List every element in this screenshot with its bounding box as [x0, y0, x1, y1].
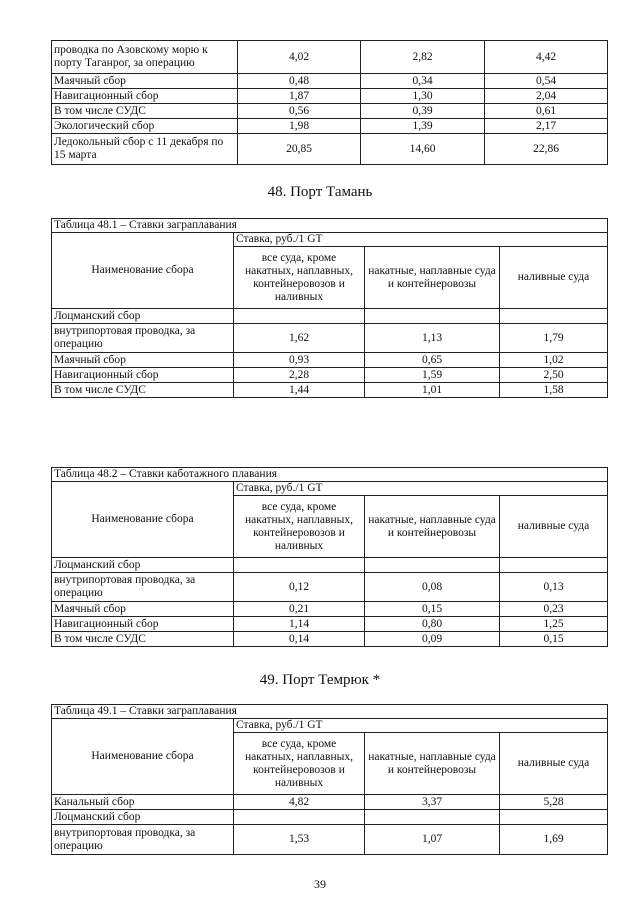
rate-tankers: 0,54	[485, 74, 608, 89]
fee-name: Маячный сбор	[52, 74, 238, 89]
rate-all-vessels: 4,02	[238, 41, 361, 74]
table-row	[52, 41, 608, 74]
rate-header: Ставка, руб./1 GT	[234, 719, 608, 733]
column-header-tankers: наливные суда	[500, 247, 608, 309]
rate-tankers: 2,50	[500, 368, 608, 383]
rate-all-vessels: 1,87	[238, 89, 361, 104]
rate-roro: 3,37	[365, 795, 500, 810]
rate-roro: 0,08	[365, 573, 500, 602]
table-row	[52, 383, 608, 398]
rate-tankers: 22,86	[485, 134, 608, 165]
table-row	[52, 573, 608, 602]
column-header-fee-name: Наименование сбора	[52, 233, 234, 309]
table-row	[52, 368, 608, 383]
table-49-1	[51, 704, 608, 855]
column-header-all-vessels: все суда, кроме накатных, наплавных, контейнеровозов и наливных	[234, 733, 365, 795]
section-row-pilotage: Лоцманский сбор	[52, 558, 234, 573]
rate-all-vessels: 20,85	[238, 134, 361, 165]
rate-all-vessels: 0,14	[234, 632, 365, 647]
fee-name: Экологический сбор	[52, 119, 238, 134]
rate-roro: 14,60	[361, 134, 485, 165]
section-heading-48: 48. Порт Тамань	[267, 184, 373, 200]
rate-all-vessels: 0,21	[234, 602, 365, 617]
column-header-tankers: наливные суда	[500, 733, 608, 795]
section-row-pilotage: Лоцманский сбор	[52, 810, 234, 825]
table-caption: Таблица 49.1 – Ставки заграплавания	[52, 705, 608, 719]
rate-all-vessels: 0,93	[234, 353, 365, 368]
table-row	[52, 324, 608, 353]
rate-roro: 1,39	[361, 119, 485, 134]
rate-roro: 1,13	[365, 324, 500, 353]
fee-name: внутрипортовая проводка, за операцию	[52, 825, 234, 855]
table-row	[52, 74, 608, 89]
rate-tankers: 4,42	[485, 41, 608, 74]
fee-name: Маячный сбор	[52, 353, 234, 368]
column-header-roro: накатные, наплавные суда и контейнеровозы	[365, 496, 500, 558]
rate-tankers: 2,17	[485, 119, 608, 134]
rate-all-vessels: 0,12	[234, 573, 365, 602]
column-header-fee-name: Наименование сбора	[52, 719, 234, 795]
rate-tankers: 1,25	[500, 617, 608, 632]
table-caption: Таблица 48.2 – Ставки каботажного плавания	[52, 468, 608, 482]
table-row	[52, 89, 608, 104]
fee-name: внутрипортовая проводка, за операцию	[52, 573, 234, 602]
column-header-roro: накатные, наплавные суда и контейнеровозы	[365, 733, 500, 795]
rate-roro: 1,59	[365, 368, 500, 383]
table-row	[52, 617, 608, 632]
rate-roro: 0,80	[365, 617, 500, 632]
rate-roro: 1,30	[361, 89, 485, 104]
rate-all-vessels: 1,44	[234, 383, 365, 398]
table-row	[52, 104, 608, 119]
table-row	[52, 825, 608, 855]
rate-header: Ставка, руб./1 GT	[234, 482, 608, 496]
page-number: 39	[314, 877, 326, 891]
table-row	[52, 632, 608, 647]
fee-name: Маячный сбор	[52, 602, 234, 617]
rate-header: Ставка, руб./1 GT	[234, 233, 608, 247]
rate-tankers: 1,58	[500, 383, 608, 398]
rate-roro: 2,82	[361, 41, 485, 74]
fee-name: В том числе СУДС	[52, 383, 234, 398]
table-48-1	[51, 218, 608, 398]
rate-roro: 0,39	[361, 104, 485, 119]
rate-all-vessels: 1,14	[234, 617, 365, 632]
rate-roro: 1,01	[365, 383, 500, 398]
table-caption: Таблица 48.1 – Ставки заграплавания	[52, 219, 608, 233]
column-header-all-vessels: все суда, кроме накатных, наплавных, контейнеровозов и наливных	[234, 247, 365, 309]
column-header-fee-name: Наименование сбора	[52, 482, 234, 558]
rate-tankers: 1,79	[500, 324, 608, 353]
fee-name: Ледокольный сбор с 11 декабря по 15 марта	[52, 134, 238, 165]
column-header-roro: накатные, наплавные суда и контейнеровозы	[365, 247, 500, 309]
rate-roro: 0,34	[361, 74, 485, 89]
rate-tankers: 0,15	[500, 632, 608, 647]
table-row	[52, 353, 608, 368]
rate-tankers: 1,02	[500, 353, 608, 368]
rate-all-vessels: 1,53	[234, 825, 365, 855]
rate-all-vessels: 2,28	[234, 368, 365, 383]
column-header-tankers: наливные суда	[500, 496, 608, 558]
section-heading-49: 49. Порт Темрюк *	[259, 672, 381, 688]
rate-roro: 0,15	[365, 602, 500, 617]
rate-tankers: 5,28	[500, 795, 608, 810]
table-row	[52, 119, 608, 134]
rate-all-vessels: 1,98	[238, 119, 361, 134]
rate-all-vessels: 0,56	[238, 104, 361, 119]
top-fees-table	[51, 40, 608, 165]
rate-roro: 1,07	[365, 825, 500, 855]
rate-roro: 0,09	[365, 632, 500, 647]
rate-tankers: 0,23	[500, 602, 608, 617]
rate-tankers: 0,13	[500, 573, 608, 602]
rate-all-vessels: 0,48	[238, 74, 361, 89]
rate-tankers: 0,61	[485, 104, 608, 119]
table-row	[52, 602, 608, 617]
rate-all-vessels: 4,82	[234, 795, 365, 810]
fee-name: Навигационный сбор	[52, 617, 234, 632]
column-header-all-vessels: все суда, кроме накатных, наплавных, контейнеровозов и наливных	[234, 496, 365, 558]
fee-name: В том числе СУДС	[52, 632, 234, 647]
rate-all-vessels: 1,62	[234, 324, 365, 353]
section-row-pilotage: Лоцманский сбор	[52, 309, 234, 324]
rate-tankers: 1,69	[500, 825, 608, 855]
rate-roro: 0,65	[365, 353, 500, 368]
fee-name: Канальный сбор	[52, 795, 234, 810]
table-row	[52, 134, 608, 165]
fee-name: В том числе СУДС	[52, 104, 238, 119]
table-row	[52, 795, 608, 810]
fee-name: Навигационный сбор	[52, 89, 238, 104]
table-48-2	[51, 467, 608, 647]
fee-name: внутрипортовая проводка, за операцию	[52, 324, 234, 353]
fee-name: Навигационный сбор	[52, 368, 234, 383]
rate-tankers: 2,04	[485, 89, 608, 104]
fee-name: проводка по Азовскому морю к порту Таганрог, за операцию	[52, 41, 238, 74]
